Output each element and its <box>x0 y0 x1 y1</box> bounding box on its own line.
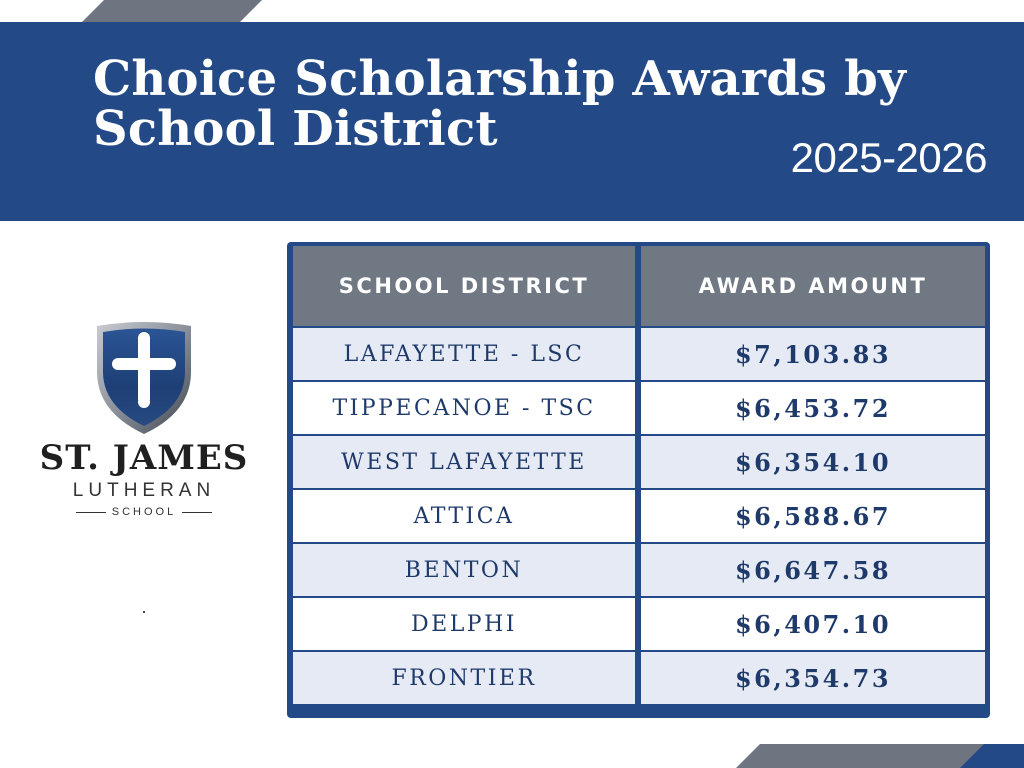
table-header-row <box>293 246 985 326</box>
school-year: 2025-2026 <box>790 134 987 181</box>
school-logo <box>28 320 260 520</box>
district-cell: DELPHI <box>293 596 641 650</box>
amount-cell: $6,407.10 <box>641 596 985 650</box>
header-banner <box>0 22 1024 221</box>
grey-accent <box>736 744 1000 768</box>
page-title: Choice Scholarship Awards by School District <box>93 51 907 157</box>
table-row <box>293 380 985 434</box>
amount-cell: $6,453.72 <box>641 380 985 434</box>
column-header-district: SCHOOL DISTRICT <box>293 246 641 326</box>
logo-rule-right <box>182 512 212 513</box>
logo-school <box>28 506 260 518</box>
amount-cell: $6,354.73 <box>641 650 985 704</box>
district-cell: TIPPECANOE - TSC <box>293 380 641 434</box>
amount-cell: $7,103.83 <box>641 326 985 380</box>
logo-school-label: SCHOOL <box>111 506 177 518</box>
table-row <box>293 434 985 488</box>
district-cell: BENTON <box>293 542 641 596</box>
decorative-dot <box>143 611 145 613</box>
district-cell: FRONTIER <box>293 650 641 704</box>
logo-rule-left <box>76 512 106 513</box>
amount-cell: $6,647.58 <box>641 542 985 596</box>
awards-table <box>293 246 985 704</box>
top-accent-stripe <box>0 0 1024 22</box>
district-cell: WEST LAFAYETTE <box>293 434 641 488</box>
grey-accent <box>82 0 262 22</box>
column-header-amount: AWARD AMOUNT <box>641 246 985 326</box>
awards-table-frame <box>287 242 990 718</box>
bottom-accent-stripe <box>0 744 1024 768</box>
district-cell: ATTICA <box>293 488 641 542</box>
table-row <box>293 326 985 380</box>
district-cell: LAFAYETTE - LSC <box>293 326 641 380</box>
amount-cell: $6,588.67 <box>641 488 985 542</box>
logo-name: ST. JAMES <box>39 438 249 478</box>
table-row <box>293 596 985 650</box>
amount-cell: $6,354.10 <box>641 434 985 488</box>
logo-subname: LUTHERAN <box>72 480 216 501</box>
table-row <box>293 488 985 542</box>
table-row <box>293 650 985 704</box>
cross-shield-icon <box>93 320 195 436</box>
table-row <box>293 542 985 596</box>
